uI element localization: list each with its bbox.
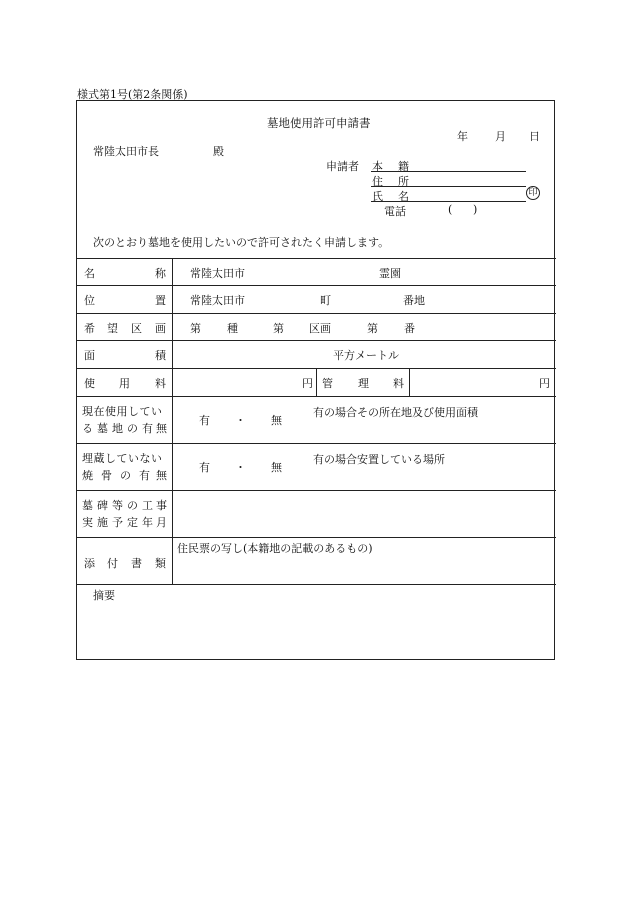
row-buried-no[interactable]: 無 [271, 461, 282, 474]
row-current-label-line1: 現在使用してい [82, 405, 163, 418]
row-buried-label-c2: 骨 [101, 469, 112, 482]
honseki-label-2: 籍 [398, 160, 409, 173]
row-location-town: 町 [320, 294, 331, 307]
row-remarks-label: 摘要 [93, 589, 115, 602]
jusho-field[interactable] [371, 186, 526, 187]
form-title: 墓地使用許可申請書 [267, 116, 371, 130]
row-mgmt-label-3: 料 [393, 377, 404, 390]
tel-paren-open: ( [448, 203, 453, 216]
jusho-label-1: 住 [372, 175, 383, 188]
row-buried-yes[interactable]: 有 [199, 461, 210, 474]
shimei-field[interactable] [371, 201, 526, 202]
row-location-label-2: 置 [155, 294, 166, 307]
honseki-label-1: 本 [372, 160, 383, 173]
row-current-label-c5: 有 [142, 422, 153, 435]
row-construction-l2-c2: 施 [97, 516, 108, 529]
row-construction-l1-c6: 事 [156, 499, 167, 512]
row-buried-label-c4: 有 [139, 469, 150, 482]
row-construction-l2-c1: 実 [82, 516, 93, 529]
row-construction-l1-c2: 碑 [97, 499, 108, 512]
row-attach-label-2: 付 [107, 557, 118, 570]
row-buried-label-c5: 無 [156, 469, 167, 482]
shimei-label-2: 名 [398, 190, 409, 203]
addressee: 常陸太田市長 [93, 145, 159, 158]
row-construction-l1-c1: 墓 [82, 499, 93, 512]
row-attach-label-4: 類 [155, 557, 166, 570]
row-current-no[interactable]: 無 [271, 414, 282, 427]
row-buried-dot: ・ [235, 461, 246, 474]
tel-label: 電話 [384, 205, 406, 218]
honseki-field[interactable] [371, 171, 526, 172]
row-divider [76, 396, 556, 397]
jusho-label-2: 所 [398, 175, 409, 188]
row-construction-l2-c4: 定 [127, 516, 138, 529]
row-buried-label-c3: の [120, 469, 131, 482]
row-divider [76, 340, 556, 341]
row-buried-note: 有の場合安置している場所 [313, 453, 445, 466]
row-construction-l2-c3: 予 [112, 516, 123, 529]
honorific: 殿 [213, 145, 224, 158]
row-attach-label-3: 書 [131, 557, 142, 570]
row-mgmt-label-2: 理 [358, 377, 369, 390]
row-divider [76, 443, 556, 444]
row-construction-l1-c5: 工 [142, 499, 153, 512]
row-buried-label-line1: 埋蔵していない [82, 452, 163, 465]
row-location-city: 常陸太田市 [190, 294, 245, 307]
row-name-label-1: 名 [84, 267, 95, 280]
row-construction-l2-c5: 年 [142, 516, 153, 529]
row-location-banchi: 番地 [403, 294, 425, 307]
row-fee-label-2: 用 [119, 377, 130, 390]
row-area-label-3: 区 [131, 322, 142, 335]
statement: 次のとおり墓地を使用したいので許可されたく申請します。 [93, 236, 390, 249]
row-fee-label-3: 料 [155, 377, 166, 390]
seal-mark-icon: 印 [526, 186, 540, 200]
row-divider [76, 258, 556, 259]
fee-divider [316, 368, 317, 396]
row-divider [76, 537, 556, 538]
date-month[interactable]: 月 [495, 130, 506, 143]
row-current-label-c3: 地 [112, 422, 123, 435]
date-day[interactable]: 日 [529, 130, 540, 143]
row-construction-l1-c3: 等 [112, 499, 123, 512]
row-area-label-2: 望 [107, 322, 118, 335]
row-current-dot: ・ [235, 414, 246, 427]
fee-divider [409, 368, 410, 396]
row-area-kukaku: 区画 [309, 322, 331, 335]
row-area-shu: 種 [227, 322, 238, 335]
row-current-label-c2: 墓 [97, 422, 108, 435]
row-name-label-2: 称 [155, 267, 166, 280]
row-area-label-1: 希 [84, 322, 95, 335]
row-area-dai2: 第 [273, 322, 284, 335]
row-area-dai1: 第 [190, 322, 201, 335]
row-current-yes[interactable]: 有 [199, 414, 210, 427]
row-attach-value: 住民票の写し(本籍地の記載のあるもの) [177, 542, 373, 555]
row-buried-label-c1: 焼 [82, 469, 93, 482]
row-construction-l2-c6: 月 [156, 516, 167, 529]
row-divider [76, 285, 556, 286]
row-menseki-unit: 平方メートル [333, 349, 399, 362]
form-number: 様式第1号(第2条関係) [77, 88, 188, 101]
row-mgmt-label-1: 管 [322, 377, 333, 390]
row-location-label-1: 位 [84, 294, 95, 307]
row-divider [76, 313, 556, 314]
row-name-suffix: 霊園 [379, 267, 401, 280]
row-area-dai3: 第 [367, 322, 378, 335]
row-area-label-4: 画 [155, 322, 166, 335]
date-year[interactable]: 年 [457, 130, 468, 143]
shimei-label-1: 氏 [372, 190, 383, 203]
row-construction-l1-c4: の [127, 499, 138, 512]
applicant-label: 申請者 [326, 160, 359, 173]
row-name-city: 常陸太田市 [190, 267, 245, 280]
row-menseki-label-1: 面 [84, 349, 95, 362]
row-divider [76, 584, 556, 585]
row-fee-yen-2: 円 [539, 377, 550, 390]
row-fee-yen-1: 円 [302, 377, 313, 390]
row-divider [76, 490, 556, 491]
tel-paren-close: ) [473, 203, 478, 216]
row-fee-label-1: 使 [84, 377, 95, 390]
label-column-divider [172, 258, 173, 584]
row-current-note: 有の場合その所在地及び使用面積 [313, 406, 478, 419]
row-current-label-c4: の [127, 422, 138, 435]
row-area-ban: 番 [404, 322, 415, 335]
row-current-label-c1: る [82, 422, 93, 435]
row-current-label-c6: 無 [156, 422, 167, 435]
row-attach-label-1: 添 [84, 557, 95, 570]
row-menseki-label-2: 積 [155, 349, 166, 362]
